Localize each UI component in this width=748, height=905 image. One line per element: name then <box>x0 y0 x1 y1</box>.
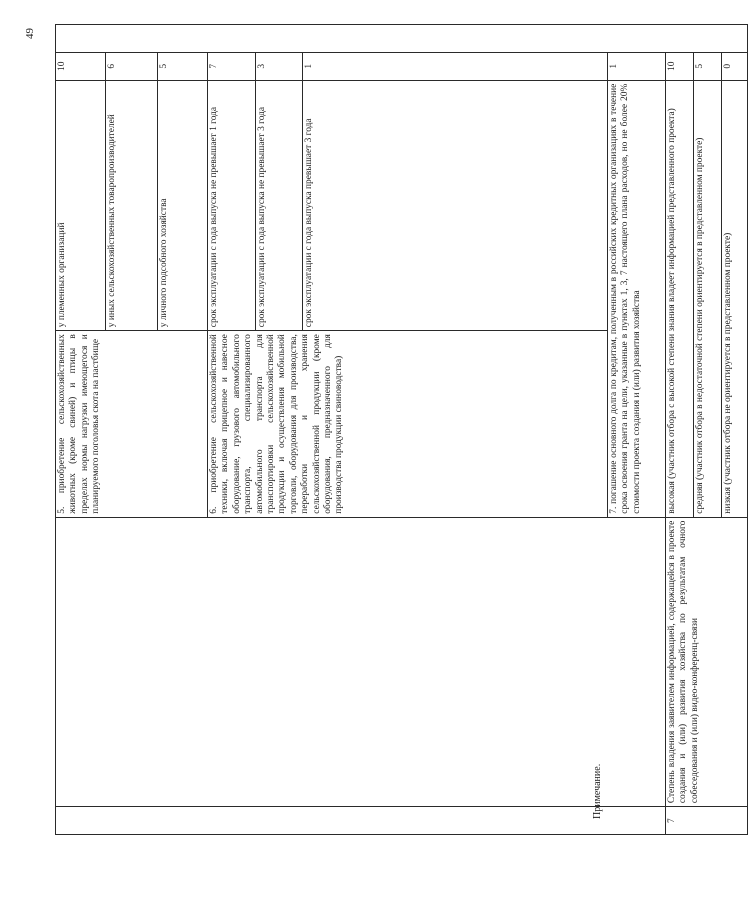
purpose-cell: 5. приобретение сельскохозяйственных животных (кроме свиней) и птицы в пределах нормы нагрузки имеющегося и планируемого поголовья скота на пастбище <box>56 331 208 517</box>
blank-column <box>56 25 106 53</box>
blank-column <box>722 25 748 53</box>
score-cell: 10 <box>666 52 694 80</box>
blank-column <box>208 25 256 53</box>
row-number: 7 <box>666 807 748 835</box>
criterion-cell <box>158 517 208 806</box>
blank-column <box>158 25 208 53</box>
row-number <box>106 807 158 835</box>
score-cell: 10 <box>56 52 106 80</box>
score-cell: 3 <box>256 52 303 80</box>
score-cell: 7 <box>208 52 256 80</box>
criterion-cell: Степень владения заявителем информацией, содержащейся в проекте создания и (или) развития хозяйства по результатам очного собеседования и (или) видео-конференц-связи <box>666 517 748 806</box>
purpose-cell: 6. приобретение сельскохозяйственной техники, включая прицепное и навесное оборудование, грузового автомобильного транспорта, специализированного автомобильного транспорта для транспортировки сельскохозяйственной продукции и осуществления мобильной торговли, оборудования для производства, переработки и хранения сельскохозяйственной продукции (кроме оборудования, предназначенного для производства продукции свиноводства) <box>208 331 608 517</box>
condition-cell: срок эксплуатации с года выпуска не превышает 1 года <box>208 80 256 331</box>
purpose-cell: средняя (участник отбора в недостаточной степени ориентируется в представленном проекте) <box>694 80 722 517</box>
score-cell: 5 <box>694 52 722 80</box>
note-label: Примечание. <box>592 763 603 819</box>
condition-cell: срок эксплуатации с года выпуска превышает 3 года <box>303 80 608 331</box>
row-number <box>608 807 666 835</box>
table-row <box>666 25 694 835</box>
purpose-cell: высокая (участник отбора с высокой степени знания владеет информацией представленного проекта) <box>666 80 694 517</box>
table-row <box>56 25 106 835</box>
score-cell: 5 <box>158 52 208 80</box>
condition-cell: у личного подсобного хозяйства <box>158 80 208 331</box>
row-number <box>56 807 106 835</box>
scoring-table <box>55 24 748 835</box>
purpose-cell: 7. погашение основного долга по кредитам, полученным в российских кредитных организациях в течение срока освоения гранта на цели, указанные в пунктах 1, 3, 7 настоящего плана расходов, но не более 20% стоимости проекта создания и (или) развития хозяйства <box>608 80 666 517</box>
criterion-cell <box>608 517 666 806</box>
score-cell: 1 <box>608 52 666 80</box>
score-cell: 0 <box>722 52 748 80</box>
blank-column <box>666 25 694 53</box>
row-number <box>256 807 303 835</box>
row-number <box>158 807 208 835</box>
criterion-cell <box>303 517 608 806</box>
blank-column <box>256 25 303 53</box>
table-row <box>608 25 666 835</box>
condition-cell: у племенных организаций <box>56 80 106 331</box>
criterion-cell <box>106 517 158 806</box>
page-number: 49 <box>24 28 36 39</box>
blank-column <box>106 25 158 53</box>
criterion-cell <box>208 517 256 806</box>
score-cell: 6 <box>106 52 158 80</box>
condition-cell: у иных сельскохозяйственных товаропроизводителей <box>106 80 158 331</box>
row-number <box>208 807 256 835</box>
row-number <box>303 807 608 835</box>
criterion-cell <box>56 517 106 806</box>
blank-column <box>608 25 666 53</box>
table-row <box>208 25 256 835</box>
condition-cell: срок эксплуатации с года выпуска не превышает 3 года <box>256 80 303 331</box>
blank-column <box>694 25 722 53</box>
criterion-cell <box>256 517 303 806</box>
blank-column <box>303 25 608 53</box>
purpose-cell: низкая (участник отбора не ориентируется в представленном проекте) <box>722 80 748 517</box>
score-cell: 1 <box>303 52 608 80</box>
